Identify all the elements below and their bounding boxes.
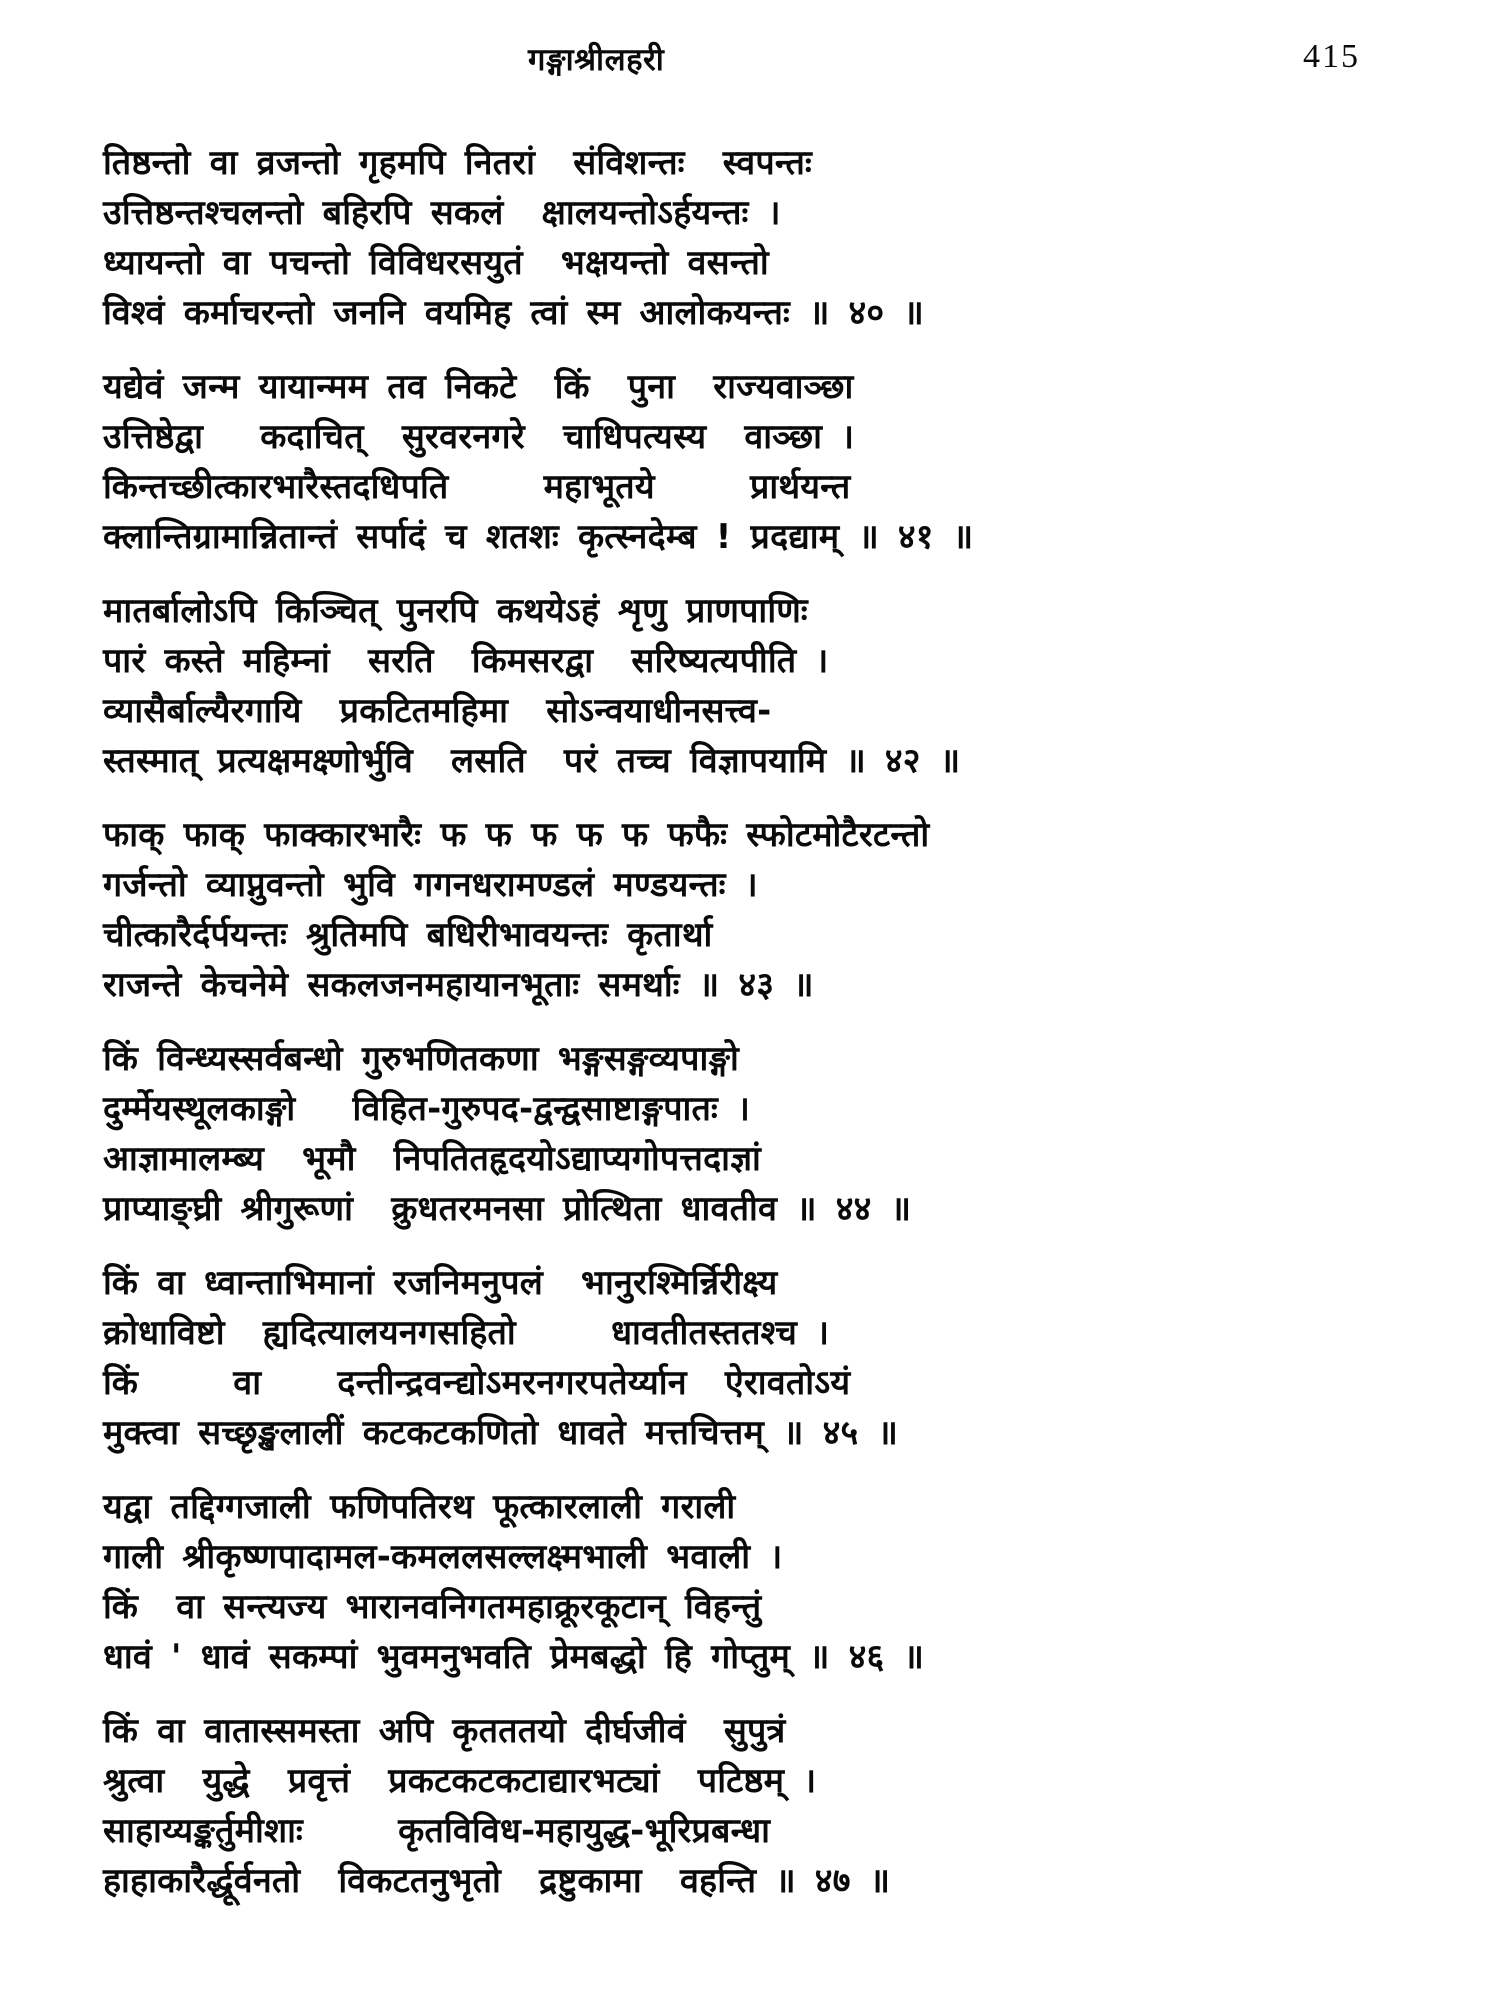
verse-line: यद्वा तद्दिग्गजाली फणिपतिरथ फूत्कारलाली गराली: [103, 1487, 736, 1527]
verse-43: [103, 810, 1415, 1010]
verse-line: व्यासैर्बाल्यैरगायि प्रकटितमहिमा सोऽन्वयाधीनसत्त्व-: [103, 691, 772, 731]
verse-line: किं वा वातास्समस्ता अपि कृतततयो दीर्घजीवं सुपुत्रं: [103, 1711, 786, 1751]
verse-line: क्रोधाविष्टो ह्यदित्यालयनगसहितो धावतीतस्ततश्च ।: [103, 1313, 830, 1353]
verse-47: [103, 1706, 1415, 1906]
verse-line: दुर्म्मेयस्थूलकाङ्गो विहित-गुरुपद-द्वन्द्वसाष्टाङ्गपातः ।: [103, 1089, 751, 1129]
verse-line: प्राप्याङ्घ्री श्रीगुरूणां क्रुधतरमनसा प्रोत्थिता धावतीव ॥ ४४ ॥: [103, 1189, 912, 1229]
verse-line: मुक्त्वा सच्छृङ्खलालीं कटकटकणितो धावते मत्तचित्तम् ॥ ४५ ॥: [103, 1413, 899, 1453]
verse-line: स्तस्मात् प्रत्यक्षमक्ष्णोर्भुवि लसति परं तच्च विज्ञापयामि ॥ ४२ ॥: [103, 741, 961, 781]
verse-line: साहाय्यङ्कर्तुमीशाः कृतविविध-महायुद्ध-भूरिप्रबन्धा: [103, 1811, 771, 1851]
verse-42: [103, 586, 1415, 786]
verse-line: किं विन्ध्यस्सर्वबन्धो गुरुभणितकणा भङ्गसङ्गव्यपाङ्गो: [103, 1039, 740, 1079]
verse-line: श्रुत्वा युद्धे प्रवृत्तं प्रकटकटकटाद्यारभट्यां पटिष्ठम् ।: [103, 1761, 817, 1801]
verse-44: [103, 1034, 1415, 1234]
verse-line: गाली श्रीकृष्णपादामल-कमललसल्लक्ष्मभाली भवाली ।: [103, 1537, 783, 1577]
verse-line: फाक् फाक् फाक्कारभारैः फ फ फ फ फ फफैः स्फोटमोटैरटन्तो: [103, 815, 930, 855]
verse-line: किं वा दन्तीन्द्रवन्द्योऽमरनगरपतेर्य्यान ऐरावतोऽयं: [103, 1363, 851, 1403]
verse-line: गर्जन्तो व्याप्नुवन्तो भुवि गगनधरामण्डलं मण्डयन्तः ।: [103, 865, 758, 905]
verse-line: तिष्ठन्तो वा व्रजन्तो गृहमपि नितरां संविशन्तः स्वपन्तः: [103, 143, 812, 183]
verse-line: उत्तिष्ठेद्वा कदाचित् सुरवरनगरे चाधिपत्यस्य वाञ्छा ।: [103, 417, 855, 457]
verse-line: आज्ञामालम्ब्य भूमौ निपतितहृदयोऽद्याप्यगोपत्तदाज्ञां: [103, 1139, 761, 1179]
page-number: 415: [1303, 38, 1360, 75]
verse-line: चीत्कारैर्दर्पयन्तः श्रुतिमपि बधिरीभावयन्तः कृतार्था: [103, 915, 713, 955]
verse-line: पारं कस्ते महिम्नां सरति किमसरद्वा सरिष्यत्यपीति ।: [103, 641, 829, 681]
verse-41: [103, 362, 1415, 562]
verse-46: [103, 1482, 1415, 1682]
verse-line: क्लान्तिग्रामान्नितान्तं सर्पादं च शतशः कृत्स्नदेम्ब ! प्रदद्याम् ॥ ४१ ॥: [103, 517, 974, 557]
verse-line: धावं ' धावं सकम्पां भुवमनुभवति प्रेमबद्धो हि गोप्तुम् ॥ ४६ ॥: [103, 1637, 925, 1677]
running-header: [0, 38, 1500, 86]
verse-line: उत्तिष्ठन्तश्चलन्तो बहिरपि सकलं क्षालयन्तोऽर्हयन्तः ।: [103, 193, 781, 233]
verse-line: किं वा ध्वान्ताभिमानां रजनिमनुपलं भानुरश्मिर्न्निरीक्ष्य: [103, 1263, 778, 1303]
verse-line: राजन्ते केचनेमे सकलजनमहायानभूताः समर्थाः ॥ ४३ ॥: [103, 965, 814, 1005]
verse-line: हाहाकारैर्द्धूर्वनतो विकटतनुभृतो द्रष्टुकामा वहन्ति ॥ ४७ ॥: [103, 1861, 891, 1901]
verse-body: [103, 138, 1415, 1930]
verse-line: मातर्बालोऽपि किञ्चित् पुनरपि कथयेऽहं शृणु प्राणपाणिः: [103, 591, 808, 631]
verse-45: [103, 1258, 1415, 1458]
verse-line: किन्तच्छीत्कारभारैस्तदधिपति महाभूतये प्रार्थयन्त: [103, 467, 851, 507]
verse-line: यद्येवं जन्म यायान्मम तव निकटे किं पुना राज्यवाञ्छा: [103, 367, 854, 407]
verse-40: [103, 138, 1415, 338]
page-title: गङ्गाश्रीलहरी: [528, 42, 665, 78]
verse-line: ध्यायन्तो वा पचन्तो विविधरसयुतं भक्षयन्तो वसन्तो: [103, 243, 769, 283]
verse-line: विश्वं कर्माचरन्तो जननि वयमिह त्वां स्म आलोकयन्तः ॥ ४० ॥: [103, 293, 924, 333]
verse-line: किं वा सन्त्यज्य भारानवनिगतमहाक्रूरकूटान् विहन्तुं: [103, 1587, 762, 1627]
